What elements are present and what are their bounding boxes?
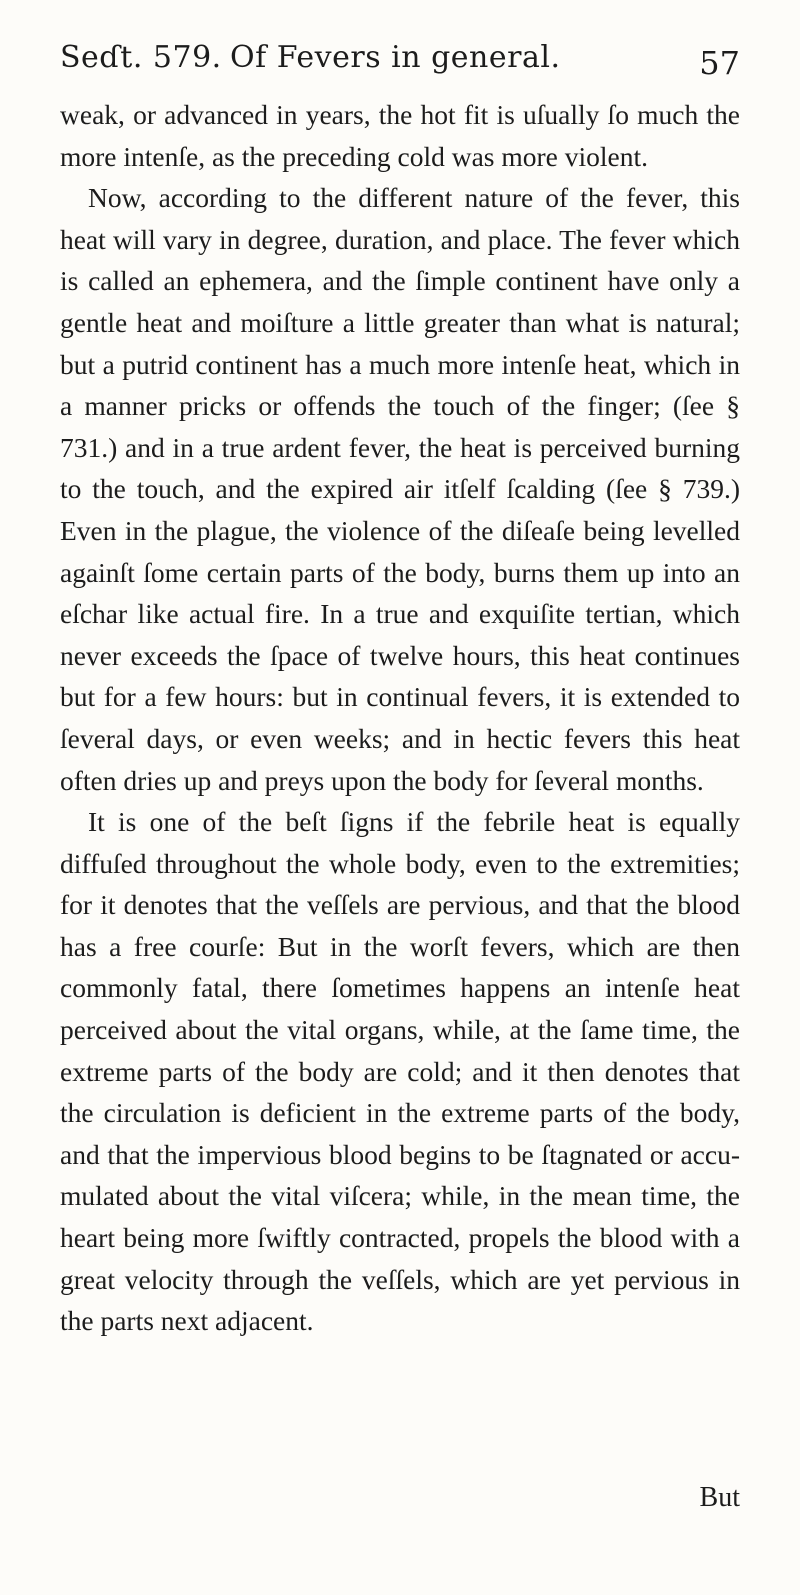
running-head bbox=[60, 40, 740, 100]
paragraph-fever-heat: Now, according to the different nature of the fever, this heat will vary in degree, duration, and place. The fever which is called an ephemera, and the ſimple continent have only a gentle heat and moiſture a little greater than what is natural; but a putrid continent has a much more intenſe heat, which in a manner pricks or offends the touch of the finger; (ſee § 731.) and in a true ardent fever, the heat is perceived burning to the touch, and the expired air itſelf ſcalding (ſee § 739.) Even in the plague, the violence of the diſeaſe being levelled againſt ſome certain parts of the body, burns them up into an eſchar like actual fire. In a true and exquiſite tertian, which never exceeds the ſpace of twelve hours, this heat continues but for a few hours: but in continual fevers, it is extended to ſeveral days, or even weeks; and in hectic fevers this heat often dries up and preys upon the body for ſeveral months. bbox=[60, 182, 740, 796]
catchword: But bbox=[699, 1482, 740, 1513]
paragraph-continuation: weak, or advanced in years, the hot fit is uſually ſo much the more intenſe, as the preceding cold was more violent. bbox=[60, 99, 740, 172]
section-number: Seɗt. 579. bbox=[60, 40, 222, 75]
page-number: 57 bbox=[699, 44, 740, 82]
running-title: Of Fevers in general. bbox=[230, 40, 561, 75]
paragraph-febrile-signs: It is one of the beſt ſigns if the febrile heat is equally diffuſed throughout the whole body, even to the extremities; for it denotes that the veſſels are pervious, and that the blood has a free courſe: But in the worſt fevers, which are then commonly fatal, there ſometimes happens an intenſe heat perceived about the vital organs, while, at the ſame time, the extreme parts of the body are cold; and it then denotes that the circulation is deficient in the extreme parts of the body, and that the impervious blood begins to be ſtagnated or accumulated about the vital viſcera; while, in the mean time, the heart being more ſwiftly contracted, propels the blood with a great velocity through the veſſels, which are yet pervious in the parts next adjacent. bbox=[60, 806, 740, 1337]
body-text bbox=[60, 94, 740, 1342]
